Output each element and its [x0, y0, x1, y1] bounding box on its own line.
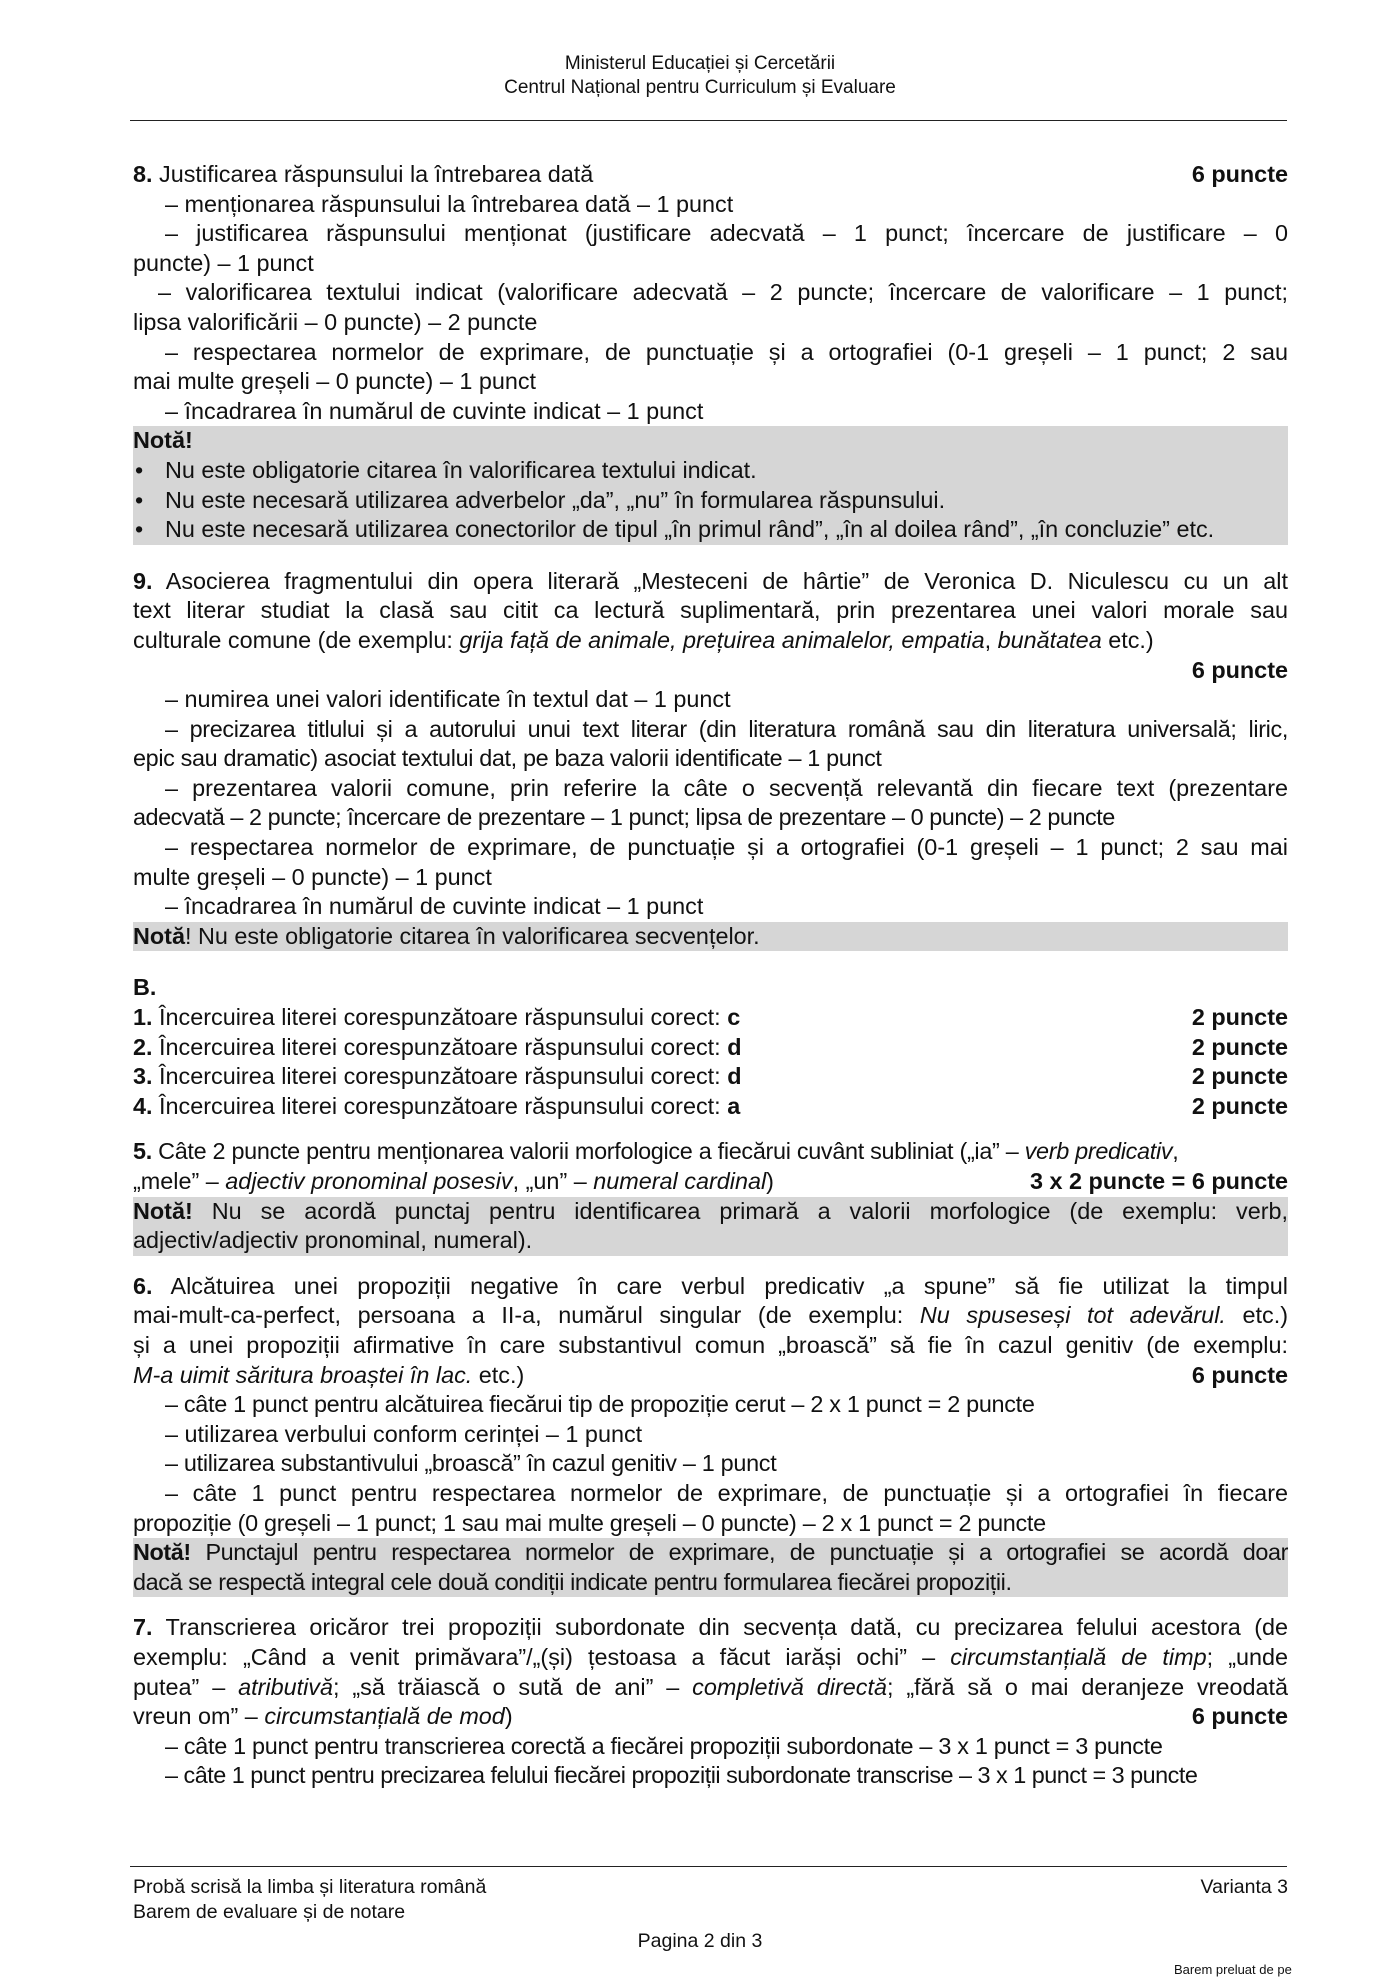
bullet-icon: • [135, 486, 144, 513]
question-points: 6 puncte [1191, 656, 1288, 683]
criterion-line: – valorificarea textului indicat (valorificare adecvată – 2 puncte; încercare de valorificare – 1 punct; [158, 279, 1288, 306]
question-points: 6 puncte [1191, 1703, 1288, 1730]
question-points: 3 x 2 puncte = 6 puncte [1029, 1168, 1288, 1194]
page-header [0, 52, 1400, 100]
criterion-line: – utilizarea verbului conform cerinței – 1 punct [165, 1420, 643, 1447]
question-points: 6 puncte [1191, 161, 1288, 187]
footer-divider [130, 1866, 1287, 1867]
question-b7: 7. Transcrierea oricăror trei propoziții subordonate din secvența dată, cu precizarea felului acestora (de exemplu: „Când a venit primăvara”/„(și) țestoasa a făcut iarăși ochi” – circumstanțială de timp; „unde putea” – atributivă; „să trăiască o sută de ani” – completivă directă; „fără să o mai deranjeze vreodată vreun om” – circumstanțială de mod) 6 puncte – câte 1 punct pentru transcrierea corectă a fiecărei propoziții subordonate – 3 x 1 punct = 3 puncte – câte 1 punct pentru precizarea felului fiecărei propoziții subordonate transcrise – 3 x 1 punct = 3 puncte [133, 1613, 1288, 1791]
item-points: 2 puncte [1191, 1063, 1288, 1090]
item-row: 4. Încercuirea literei corespunzătoare răspunsului corect: a 2 puncte [133, 1092, 1288, 1122]
note-label: Notă! [133, 1539, 191, 1566]
page-footer [133, 1875, 1288, 1925]
bullet-icon: • [135, 516, 144, 543]
criterion-line: – câte 1 punct pentru respectarea normelor de exprimare, de punctuație și a ortografiei în fiecare [165, 1479, 1288, 1506]
criterion-line: – respectarea normelor de exprimare, de punctuație și a ortografiei (0-1 greșeli – 1 punct; 2 sau mai [165, 834, 1288, 861]
variant-label: Varianta 3 [1200, 1876, 1288, 1898]
header-divider [130, 120, 1287, 121]
criterion-line: puncte) – 1 punct [133, 249, 314, 276]
item-points: 2 puncte [1191, 1033, 1288, 1060]
criterion-line: – menționarea răspunsului la întrebarea dată – 1 punct [165, 190, 734, 217]
criterion-line: – numirea unei valori identificate în textul dat – 1 punct [165, 686, 731, 713]
section-b-label: B. [133, 974, 157, 1001]
criterion-line: multe greșeli – 0 puncte) – 1 punct [133, 863, 492, 890]
question-title: Justificarea răspunsului la întrebarea dată [159, 161, 594, 187]
question-number: 9. [133, 567, 153, 594]
criterion-line: – prezentarea valorii comune, prin referire la câte o secvență relevantă din fiecare text (prezentare [165, 774, 1288, 801]
source-note: Barem preluat de pe [1174, 1962, 1292, 1977]
exam-name: Probă scrisă la limba și literatura română [133, 1876, 487, 1898]
note-box: Notă! Punctajul pentru respectarea normelor de exprimare, de punctuație și a ortografiei se acordă doar dacă se respectă integral cele două condiții indicate pentru formularea fiecărei propoziții. [133, 1538, 1288, 1597]
question-8 [133, 160, 1288, 545]
item-row: 3. Încercuirea literei corespunzătoare răspunsului corect: d 2 puncte [133, 1062, 1288, 1092]
item-points: 2 puncte [1191, 1092, 1288, 1119]
question-number: 8. [133, 161, 153, 187]
criterion-line: – justificarea răspunsului menționat (justificare adecvată – 1 punct; încercare de justificare – 0 [165, 220, 1288, 247]
note-label: Notă! [133, 427, 193, 454]
criterion-line: – câte 1 punct pentru transcrierea corectă a fiecărei propoziții subordonate – 3 x 1 punct = 3 puncte [165, 1732, 1163, 1759]
criterion-line: – utilizarea substantivului „broască” în cazul genitiv – 1 punct [165, 1450, 777, 1477]
center-name: Centrul Național pentru Curriculum și Evaluare [504, 77, 896, 98]
answer-letter: d [727, 1063, 742, 1090]
answer-letter: d [727, 1033, 742, 1060]
criterion-line: propoziție (0 greșeli – 1 punct; 1 sau mai multe greșeli – 0 puncte) – 2 x 1 punct = 2 puncte [133, 1509, 1046, 1536]
note-box: Notă! Nu se acordă punctaj pentru identificarea primară a valorii morfologice (de exemplu: verb, adjectiv/adjectiv pronominal, numeral). [133, 1197, 1288, 1256]
ministry-name: Ministerul Educației și Cercetării [564, 53, 836, 74]
document-body [133, 160, 1288, 1791]
item-row: 1. Încercuirea literei corespunzătoare răspunsului corect: c 2 puncte [133, 1003, 1288, 1033]
barem-label: Barem de evaluare și de notare [133, 1901, 406, 1923]
question-b5: 5. Câte 2 puncte pentru menționarea valorii morfologice a fiecărui cuvânt subliniat („ia” – verb predicativ, „mele” – adjectiv pronominal posesiv, „un” – numeral cardinal) 3 x 2 puncte = 6 puncte Notă! Nu se acordă punctaj pentru identificarea primară a valorii morfologice (de exemplu: verb, adjectiv/adjectiv pronominal, numeral). [133, 1137, 1288, 1255]
criterion-line: – încadrarea în numărul de cuvinte indicat – 1 punct [165, 397, 704, 424]
criterion-line: epic sau dramatic) asociat textului dat, pe baza valorii identificate – 1 punct [133, 745, 882, 772]
note-label: Notă! [133, 1197, 193, 1224]
criterion-line: – câte 1 punct pentru alcătuirea fiecărui tip de propoziție cerut – 2 x 1 punct = 2 puncte [165, 1391, 1035, 1418]
answer-letter: a [727, 1092, 741, 1119]
criterion-line: – precizarea titlului și a autorului unui text literar (din literatura română sau din literatura universală; liric, [165, 715, 1288, 742]
criterion-line: – încadrarea în numărul de cuvinte indicat – 1 punct [165, 893, 704, 920]
criterion-line: mai multe greșeli – 0 puncte) – 1 punct [133, 368, 537, 395]
criterion-line: – respectarea normelor de exprimare, de punctuație și a ortografiei (0-1 greșeli – 1 punct; 2 sau [165, 338, 1288, 365]
item-row: 2. Încercuirea literei corespunzătoare răspunsului corect: d 2 puncte [133, 1033, 1288, 1063]
criterion-line: – câte 1 punct pentru precizarea felului fiecărei propoziții subordonate transcrise – 3 x 1 punct = 3 puncte [165, 1762, 1198, 1789]
question-b6: 6. Alcătuirea unei propoziții negative în care verbul predicativ „a spune” să fie utilizat la timpul mai-mult-ca-perfect, persoana a II-a, numărul singular (de exemplu: Nu spuseseși tot adevărul. etc.) și a unei propoziții afirmative în care substantivul comun „broască” să fie în cazul genitiv (de exemplu: M-a uimit săritura broaștei în lac. etc.) 6 puncte – câte 1 punct pentru alcătuirea fiecărui tip de propoziție cerut – 2 x 1 punct = 2 puncte – utilizarea verbului conform cerinței – 1 punct – utilizarea substantivului „broască” în cazul genitiv – 1 punct – câte 1 punct pentru respectarea normelor de exprimare, de punctuație și a ortografiei în fiecare propoziție (0 greșeli – 1 punct; 1 sau mai multe greșeli – 0 puncte) – 2 x 1 punct = 2 puncte Notă! Punctajul pentru respectarea normelor de exprimare, de punctuație și a ortografiei se acordă doar dacă se respectă integral cele două condiții indicate pentru formularea fiecărei propoziții. [133, 1272, 1288, 1598]
note-bullet: • Nu este necesară utilizarea conectorilor de tipul „în primul rând”, „în al doilea rând”, „în concluzie” etc. [133, 515, 1288, 545]
page-number: Pagina 2 din 3 [637, 1930, 763, 1952]
bullet-icon: • [135, 456, 144, 483]
answer-letter: c [727, 1004, 741, 1031]
item-points: 2 puncte [1191, 1004, 1288, 1031]
question-points: 6 puncte [1191, 1361, 1288, 1388]
note-label: Notă [133, 922, 185, 949]
note-bullet: • Nu este necesară utilizarea adverbelor „da”, „nu” în formularea răspunsului. [133, 486, 1288, 516]
criterion-line: lipsa valorificării – 0 puncte) – 2 puncte [133, 308, 538, 335]
note-bullet: • Nu este obligatorie citarea în valorificarea textului indicat. [133, 456, 1288, 486]
note-box: Notă! Nu este obligatorie citarea în valorificarea secvențelor. [133, 922, 1288, 952]
criterion-line: adecvată – 2 puncte; încercare de prezentare – 1 punct; lipsa de prezentare – 0 puncte) – 2 puncte [133, 804, 1115, 831]
note-box [133, 426, 1288, 544]
question-9: 9. Asocierea fragmentului din opera literară „Mesteceni de hârtie” de Veronica D. Niculescu cu un alt text literar studiat la clasă sau citit ca lectură suplimentară, prin prezentarea unei valori morale sau culturale comune (de exemplu: grija față de animale, prețuirea animalelor, empatia, bunătatea etc.) 6 puncte – numirea unei valori identificate în textul dat – 1 punct – precizarea titlului și a autorului unui text literar (din literatura română sau din literatura universală; liric, epic sau dramatic) asociat textului dat, pe baza valorii identificate – 1 punct – prezentarea valorii comune, prin referire la câte o secvență relevantă din fiecare text (prezentare adecvată – 2 puncte; încercare de prezentare – 1 punct; lipsa de prezentare – 0 puncte) – 2 puncte – respectarea normelor de exprimare, de punctuație și a ortografiei (0-1 greșeli – 1 punct; 2 sau mai multe greșeli – 0 puncte) – 1 punct – încadrarea în numărul de cuvinte indicat – 1 punct Notă! Nu este obligatorie citarea în valorificarea secvențelor. [133, 567, 1288, 952]
